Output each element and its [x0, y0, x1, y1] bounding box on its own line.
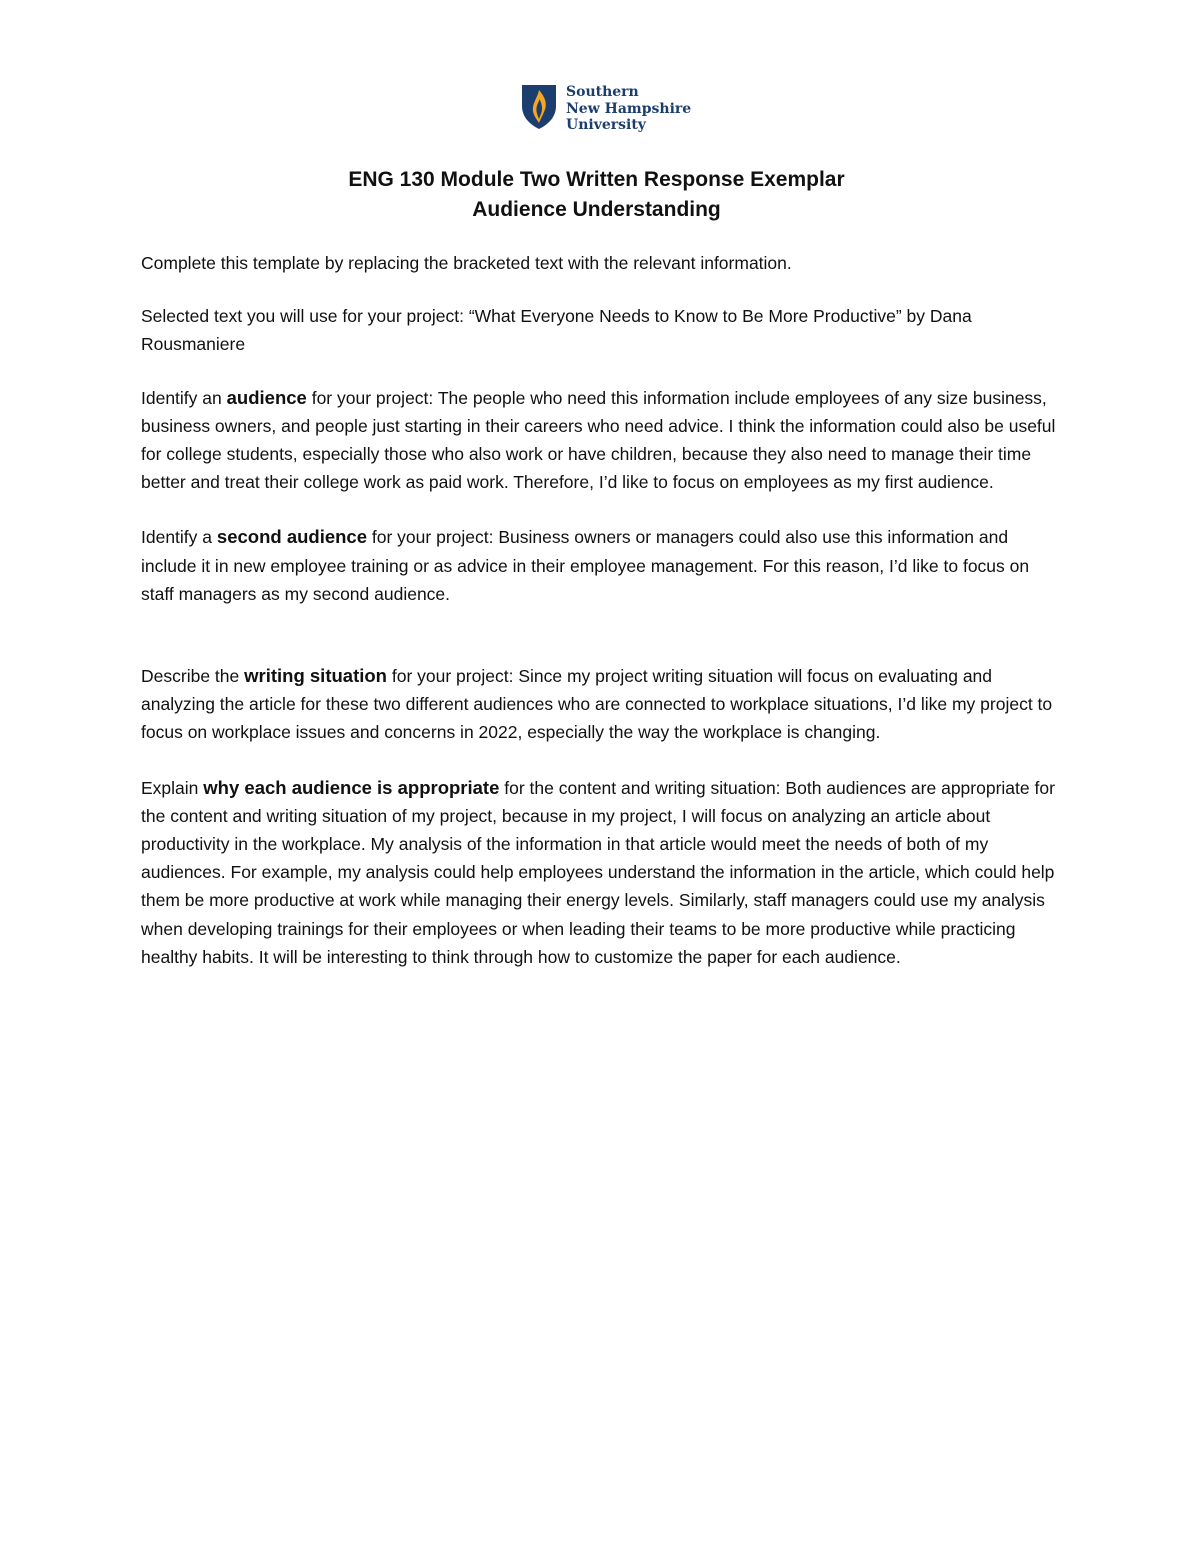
document-body	[141, 249, 1061, 971]
audience-appropriateness-paragraph	[141, 774, 1061, 971]
document-title: ENG 130 Module Two Written Response Exemplar	[348, 168, 845, 191]
writing-situation-lead: Describe the	[141, 666, 240, 687]
logo-line-2: New Hampshire	[566, 100, 692, 117]
selected-text-paragraph	[141, 302, 1061, 358]
selected-text-label: Selected text you will use for your project:	[141, 306, 464, 327]
audience-one-paragraph	[141, 384, 1061, 497]
appropriateness-tail: for the content and writing situation:	[504, 777, 781, 798]
writing-situation-tail: for your project:	[391, 666, 514, 687]
university-logo	[521, 84, 691, 134]
document-heading	[0, 165, 1193, 225]
writing-situation-response: Since my project writing situation will focus on evaluating and analyzing the article for these two different audiences who are connected to workplace situations, I’d like my project to focus on workplace issues and concerns in 2022, especially the way the workplace is changing.	[141, 666, 1053, 743]
audience-two-tail: for your project:	[371, 527, 494, 548]
selected-text-value: “What Everyone Needs to Know to Be More Productive” by Dana Rousmaniere	[141, 306, 972, 355]
audience-two-keyword: second audience	[216, 526, 368, 548]
logo-wordmark	[566, 84, 691, 134]
audience-two-response: Business owners or managers could also use this information and include it in new employee training or as advice in their employee management. For this reason, I’d like to focus on staff managers as my second audience.	[141, 527, 1030, 604]
writing-situation-keyword: writing situation	[244, 665, 387, 687]
logo-line-1: Southern	[566, 84, 639, 100]
writing-situation-paragraph	[141, 662, 1061, 747]
audience-one-lead: Identify an	[141, 387, 222, 408]
document-subtitle: Audience Understanding	[472, 198, 721, 221]
audience-one-tail: for your project:	[311, 387, 434, 408]
logo-line-3: University	[566, 117, 646, 133]
shield-flame-icon	[521, 84, 557, 130]
appropriateness-keyword: why each audience is appropriate	[203, 776, 500, 798]
appropriateness-lead: Explain	[141, 777, 199, 798]
audience-one-keyword: audience	[226, 386, 307, 408]
audience-one-response: The people who need this information include employees of any size business, business owners, and people just starting in their careers who need advice. I think the information could also be useful for college students, especially those who also work or have children, because they also need to manage their time better and treat their college work as paid work. Therefore, I’d like to focus on employees as my first audience.	[141, 387, 1056, 493]
audience-two-paragraph	[141, 523, 1061, 608]
audience-two-lead: Identify a	[141, 527, 213, 548]
appropriateness-response: Both audiences are appropriate for the content and writing situation of my project, because in my project, I will focus on analyzing an article about productivity in the workplace. My analysis of the information in that article would meet the needs of both of my audiences. For example, my analysis could help employees understand the information in the article, which could help them be more productive at work while managing their energy levels. Similarly, staff managers could use my analysis when developing trainings for their employees or when leading their teams to be more productive while practicing healthy habits. It will be interesting to think through how to customize the paper for each audience.	[141, 777, 1055, 967]
instructions-paragraph: Complete this template by replacing the bracketed text with the relevant information.	[141, 253, 792, 273]
